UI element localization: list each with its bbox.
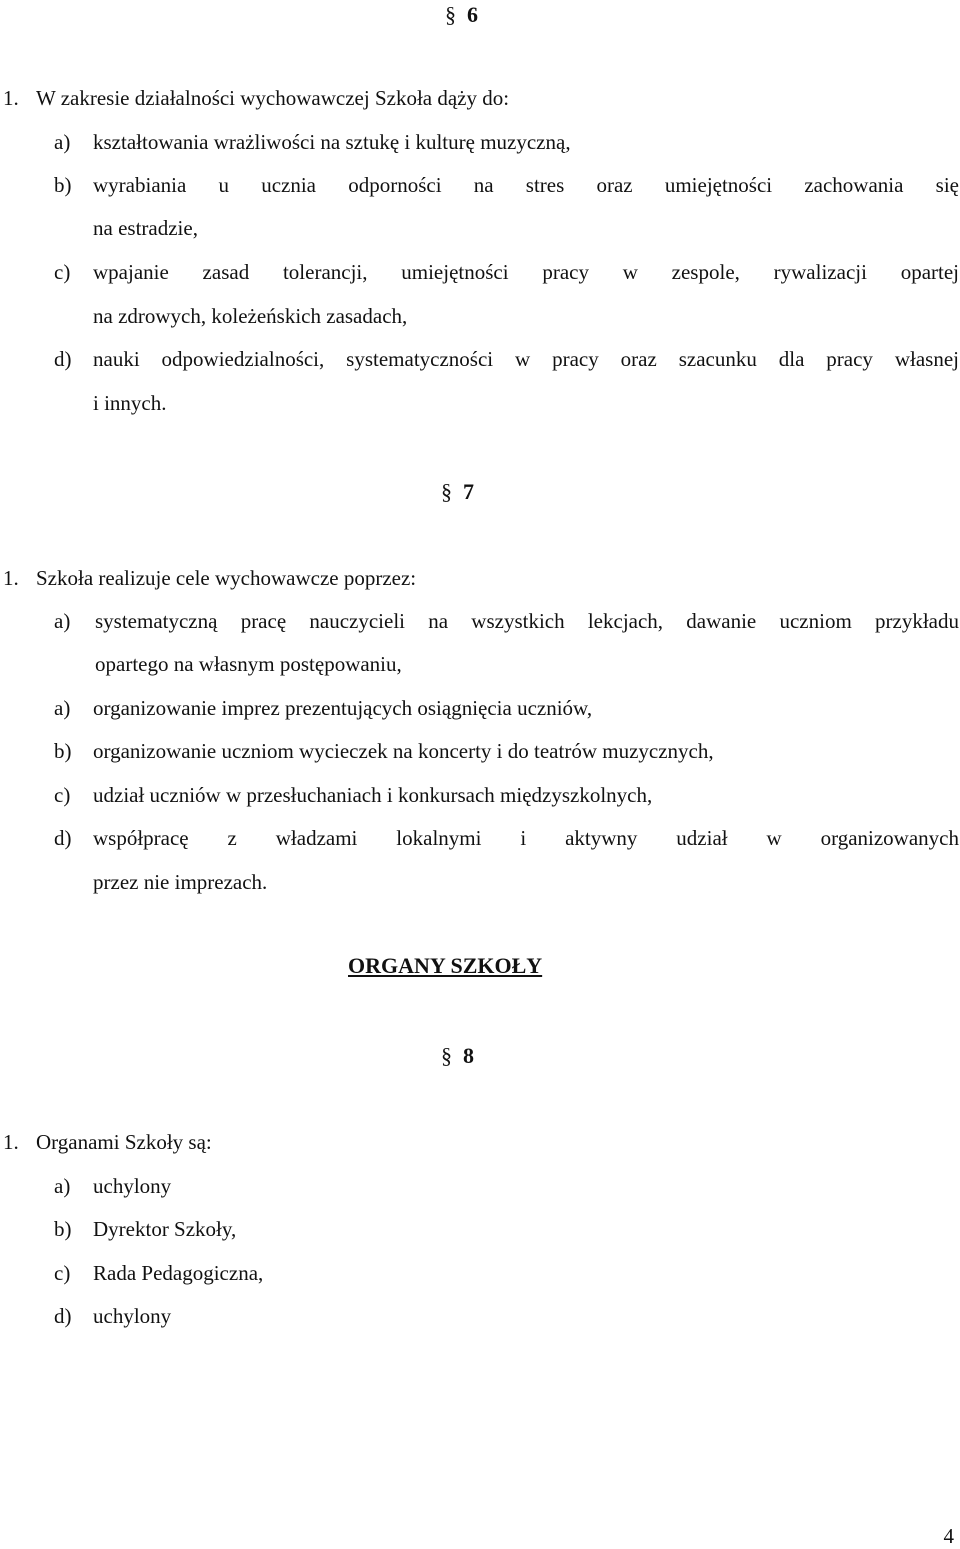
section-7-item-a2-text: organizowanie imprez prezentujących osiągnięcia uczniów, [93, 696, 593, 720]
section-7-intro-text: Szkoła realizuje cele wychowawcze poprzez: [36, 566, 417, 590]
section-8-item-b-label: b) [54, 1217, 72, 1241]
section-6-item-c-label: c) [54, 260, 71, 284]
page-number: 4 [943, 1524, 954, 1548]
section-7-item-b-label: b) [54, 739, 72, 763]
section-6-item-b-text-cont: na estradzie, [93, 216, 198, 240]
section-8-item-b-text: Dyrektor Szkoły, [93, 1217, 237, 1241]
section-6-item-d-text: nauki odpowiedzialności, systematyczności w pracy oraz szacunku dla pracy własnej [93, 347, 959, 371]
section-6-item-b-label: b) [54, 173, 72, 197]
section-6-item-b-text: wyrabiania u ucznia odporności na stres oraz umiejętności zachowania się [93, 173, 959, 197]
section-7-item-b-text: organizowanie uczniom wycieczek na koncerty i do teatrów muzycznych, [93, 739, 714, 763]
section-sign-icon: § [441, 1043, 452, 1068]
section-6-intro-number: 1. [3, 86, 19, 110]
section-7-item-d-text: współpracę z władzami lokalnymi i aktywny udział w organizowanych [93, 826, 959, 850]
chapter-heading: ORGANY SZKOŁY [348, 953, 543, 978]
section-sign-icon: § [445, 2, 456, 27]
section-sign-icon: § [441, 479, 452, 504]
section-6-item-d-text-cont: i innych. [93, 391, 167, 415]
section-7-item-a-text-cont: opartego na własnym postępowaniu, [95, 652, 402, 676]
section-8-item-c-text: Rada Pedagogiczna, [93, 1261, 264, 1285]
section-number: 6 [467, 2, 478, 27]
section-6-intro-text: W zakresie działalności wychowawczej Szkoła dąży do: [36, 86, 510, 110]
section-7-item-a-label: a) [54, 609, 71, 633]
section-7-item-d-text-cont: przez nie imprezach. [93, 870, 268, 894]
section-8-intro-number: 1. [3, 1130, 19, 1154]
section-6-item-a-label: a) [54, 130, 71, 154]
section-7-item-c-text: udział uczniów w przesłuchaniach i konkursach międzyszkolnych, [93, 783, 653, 807]
section-7-item-c-label: c) [54, 783, 71, 807]
section-6-item-c-text-cont: na zdrowych, koleżeńskich zasadach, [93, 304, 408, 328]
section-6-item-d-label: d) [54, 347, 72, 371]
section-number: 8 [463, 1043, 474, 1068]
section-7-item-a-text: systematyczną pracę nauczycieli na wszystkich lekcjach, dawanie uczniom przykładu [95, 609, 959, 633]
section-6-item-a-text: kształtowania wrażliwości na sztukę i kulturę muzyczną, [93, 130, 571, 154]
section-8-item-d-text: uchylony [93, 1304, 172, 1328]
section-8-item-d-label: d) [54, 1304, 72, 1328]
section-8-intro-text: Organami Szkoły są: [36, 1130, 212, 1154]
section-number: 7 [463, 479, 474, 504]
section-7-item-a2-label: a) [54, 696, 71, 720]
section-8-item-a-text: uchylony [93, 1174, 172, 1198]
section-6-item-c-text: wpajanie zasad tolerancji, umiejętności pracy w zespole, rywalizacji opartej [93, 260, 959, 284]
section-7-item-d-label: d) [54, 826, 72, 850]
section-7-intro-number: 1. [3, 566, 19, 590]
section-8-item-a-label: a) [54, 1174, 71, 1198]
section-8-item-c-label: c) [54, 1261, 71, 1285]
